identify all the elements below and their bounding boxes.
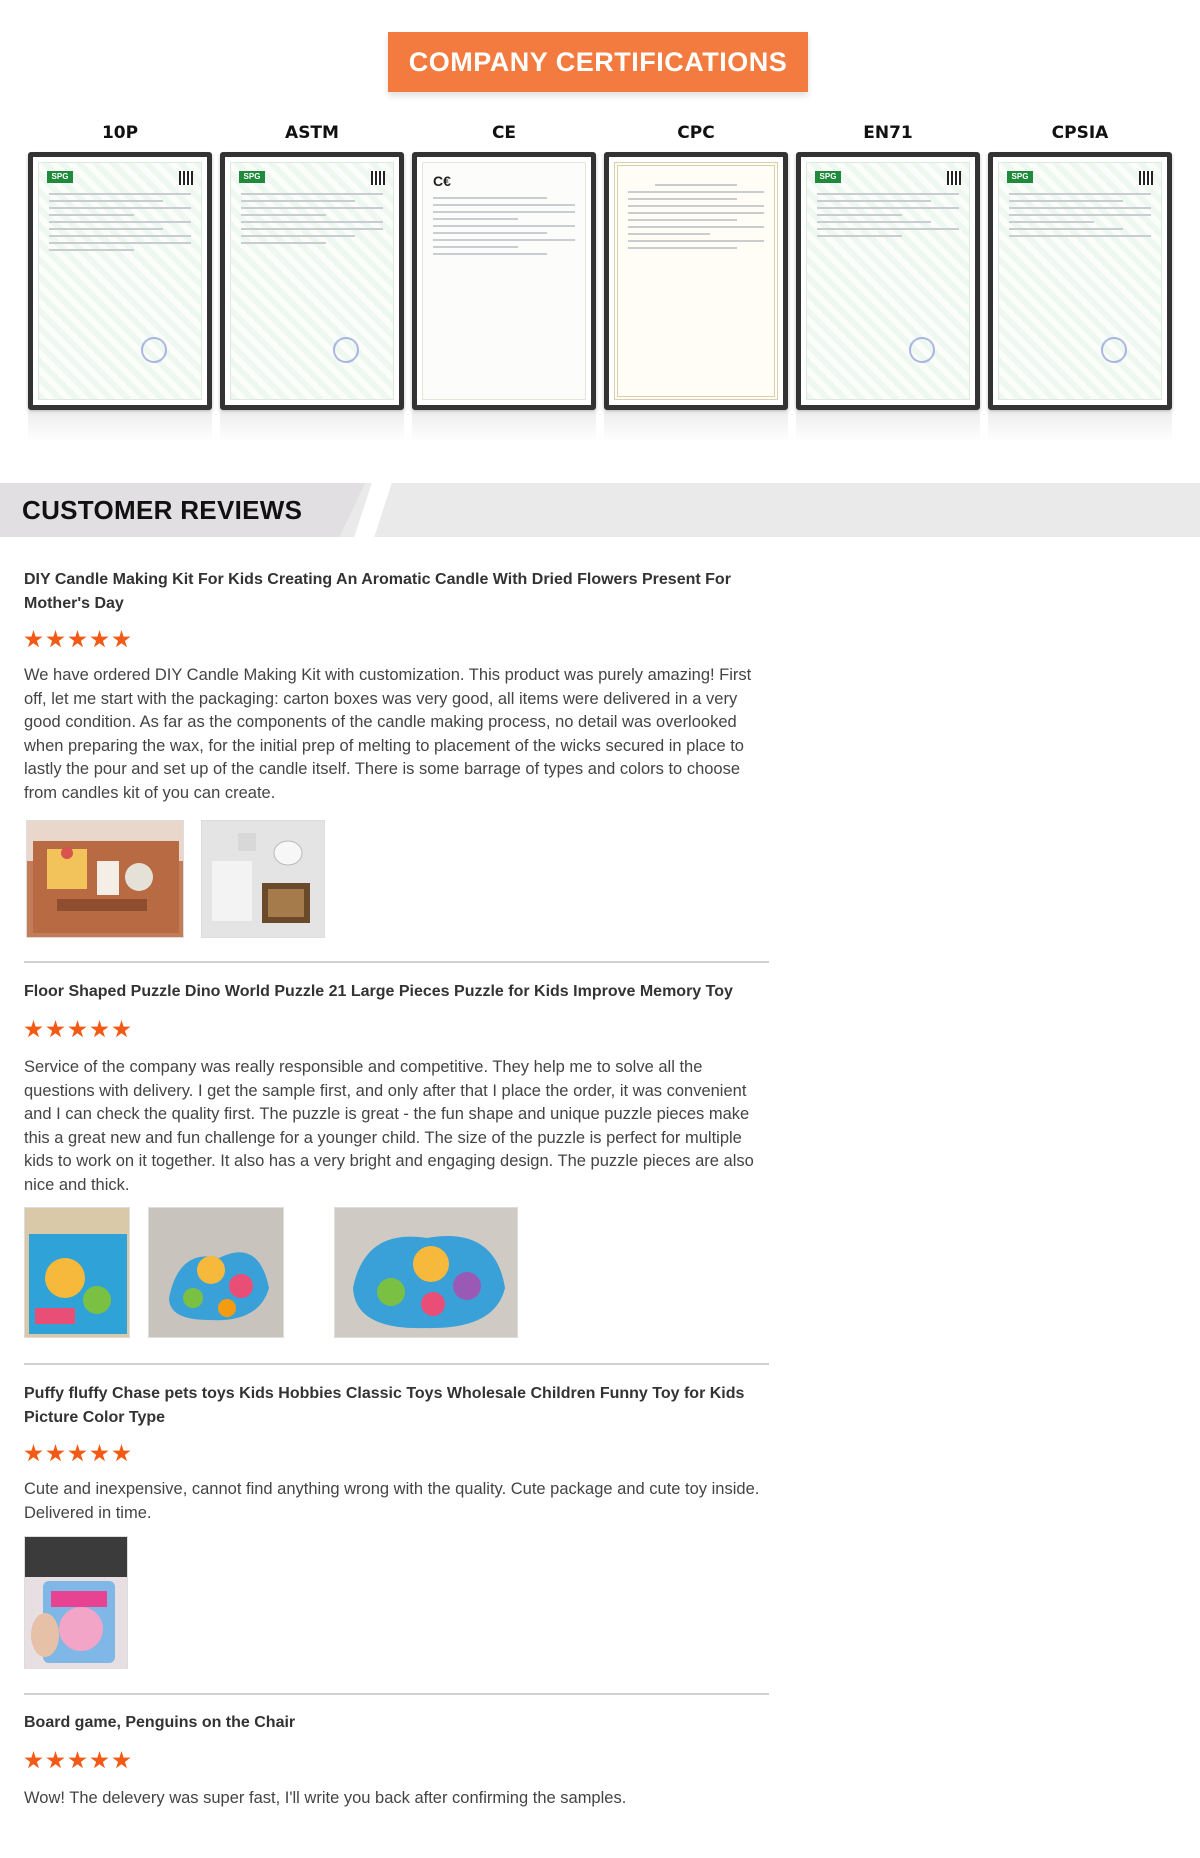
review-photo-puzzle-box[interactable] xyxy=(24,1207,130,1338)
review-text: Service of the company was really responsible and competitive. They help me to solve all the questions with delivery. I get the sample first, and only after that I place the order, it was convenient and I can check the quality first. The puzzle is great - the fun shape and unique puzzle pieces make this a great new and fun challenge for a younger child. The size of the puzzle is perfect for multiple kids to work on it together. It also has a very bright and engaging design. The puzzle pieces are also nice and thick. xyxy=(24,1058,754,1194)
star-icon xyxy=(112,1444,131,1463)
dino-puzzle-photo xyxy=(149,1208,284,1338)
ce-mark-icon: C€ xyxy=(433,173,451,189)
qr-code-icon xyxy=(371,171,385,185)
star-icon xyxy=(90,1020,109,1039)
spg-logo: SPG xyxy=(239,171,265,183)
star-icon xyxy=(68,630,87,649)
certificate-astm[interactable] xyxy=(220,120,404,442)
review-title[interactable]: Puffy fluffy Chase pets toys Kids Hobbies Classic Toys Wholesale Children Funny Toy for Kids Picture Color Type xyxy=(24,1385,745,1426)
certificate-image xyxy=(988,152,1172,410)
star-rating xyxy=(24,1020,769,1040)
spg-logo: SPG xyxy=(815,171,841,183)
star-icon xyxy=(46,1444,65,1463)
certificate-10p[interactable] xyxy=(28,120,212,442)
star-icon xyxy=(46,1020,65,1039)
reflection xyxy=(220,412,404,442)
stamp-icon xyxy=(141,337,167,363)
review-item xyxy=(24,980,769,1197)
reflection xyxy=(28,412,212,442)
stamp-icon xyxy=(333,337,359,363)
stamp-icon xyxy=(1101,337,1127,363)
spg-logo: SPG xyxy=(47,171,73,183)
star-icon xyxy=(24,1444,43,1463)
star-icon xyxy=(68,1751,87,1770)
review-divider xyxy=(24,1363,769,1365)
certificate-image xyxy=(412,152,596,410)
review-item xyxy=(24,568,769,805)
review-photo-candle-kit[interactable] xyxy=(26,820,184,938)
certificate-image xyxy=(220,152,404,410)
dino-puzzle-closeup-photo xyxy=(335,1208,518,1338)
puzzle-box-photo xyxy=(25,1208,130,1338)
candle-components-photo xyxy=(202,821,325,938)
star-icon xyxy=(24,1020,43,1039)
reviews-title: CUSTOMER REVIEWS xyxy=(22,495,303,525)
reflection xyxy=(988,412,1172,442)
review-text: We have ordered DIY Candle Making Kit with customization. This product was purely amazing! First off, let me start with the packaging: carton boxes was very good, all items were delivered in a very good condition. As far as the components of the candle making process, no detail was overlooked when preparing the wax, for the initial prep of melting to placement of the wicks secured in place to lastly the pour and set up of the candle itself. There is some barrage of types and colors to choose from candles kit of you can create. xyxy=(24,666,752,802)
star-icon xyxy=(112,630,131,649)
certifications-banner: COMPANY CERTIFICATIONS xyxy=(388,32,808,92)
certificate-image xyxy=(28,152,212,410)
candle-kit-photo xyxy=(27,821,184,938)
certificate-label: CPC xyxy=(677,123,715,143)
review-text: Cute and inexpensive, cannot find anything wrong with the quality. Cute package and cute toy inside. Delivered in time. xyxy=(24,1480,760,1522)
review-item xyxy=(24,1711,769,1811)
star-icon xyxy=(46,1751,65,1770)
review-photo-candle-components[interactable] xyxy=(201,820,325,938)
review-divider xyxy=(24,961,769,963)
qr-code-icon xyxy=(1139,171,1153,185)
star-icon xyxy=(68,1020,87,1039)
star-icon xyxy=(90,1444,109,1463)
review-title[interactable]: DIY Candle Making Kit For Kids Creating An Aromatic Candle With Dried Flowers Present For Mother's Day xyxy=(24,571,731,612)
star-icon xyxy=(112,1751,131,1770)
star-rating xyxy=(24,1751,769,1771)
spg-logo: SPG xyxy=(1007,171,1033,183)
star-icon xyxy=(90,1751,109,1770)
reflection xyxy=(412,412,596,442)
review-divider xyxy=(24,1693,769,1695)
star-icon xyxy=(24,1751,43,1770)
certificate-image xyxy=(604,152,788,410)
certificate-label: ASTM xyxy=(285,123,339,143)
review-text: Wow! The delevery was super fast, I'll write you back after confirming the samples. xyxy=(24,1789,627,1807)
star-rating xyxy=(24,630,769,650)
review-photo-puffy-toy[interactable] xyxy=(24,1536,128,1669)
star-icon xyxy=(46,630,65,649)
star-icon xyxy=(90,630,109,649)
puffy-toy-photo xyxy=(25,1537,128,1669)
qr-code-icon xyxy=(179,171,193,185)
stamp-icon xyxy=(909,337,935,363)
star-icon xyxy=(68,1444,87,1463)
review-photo-puzzle-assembled[interactable] xyxy=(148,1207,284,1338)
star-icon xyxy=(24,630,43,649)
certificate-image xyxy=(796,152,980,410)
reflection xyxy=(604,412,788,442)
star-rating xyxy=(24,1444,769,1464)
review-photo-puzzle-closeup[interactable] xyxy=(334,1207,518,1338)
certificate-label: CPSIA xyxy=(1051,123,1109,143)
star-icon xyxy=(112,1020,131,1039)
certificate-en71[interactable] xyxy=(796,120,980,442)
review-title[interactable]: Board game, Penguins on the Chair xyxy=(24,1714,296,1731)
certificate-ce[interactable] xyxy=(412,120,596,442)
reflection xyxy=(796,412,980,442)
qr-code-icon xyxy=(947,171,961,185)
certificate-label: 10P xyxy=(101,123,139,143)
review-item xyxy=(24,1382,769,1525)
certificate-cpc[interactable] xyxy=(604,120,788,442)
certificate-label: CE xyxy=(491,123,517,143)
reviews-header xyxy=(0,483,1200,537)
certificate-cpsia[interactable] xyxy=(988,120,1172,442)
certificate-label: EN71 xyxy=(863,123,913,143)
review-title[interactable]: Floor Shaped Puzzle Dino World Puzzle 21 Large Pieces Puzzle for Kids Improve Memory Toy xyxy=(24,983,733,1000)
